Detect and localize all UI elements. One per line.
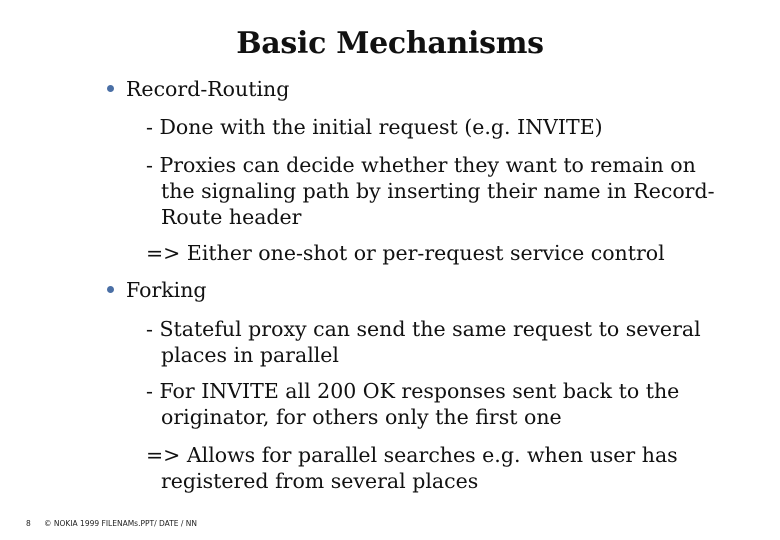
bullet-dot-icon xyxy=(107,85,114,92)
sub-item: - Done with the initial request (e.g. INVITE) xyxy=(146,115,603,139)
bullet-dot-icon xyxy=(107,286,114,293)
footer-copyright: © NOKIA 1999 FILENAMs.PPT/ DATE / NN xyxy=(44,519,198,528)
sub-item: => Either one-shot or per-request service control xyxy=(146,241,665,265)
page-number: 8 xyxy=(26,519,31,528)
slide-title: Basic Mechanisms xyxy=(236,26,544,61)
bullet-forking xyxy=(107,278,207,302)
bullet-label: Forking xyxy=(126,278,207,302)
sub-item: - Proxies can decide whether they want to remain on the signaling path by inserting their name in Record-Route header xyxy=(146,153,715,229)
bullet-record-routing xyxy=(107,77,289,101)
sub-item: - For INVITE all 200 OK responses sent back to the originator, for others only the first one xyxy=(146,379,680,429)
bullet-label: Record-Routing xyxy=(126,77,290,101)
sub-item: => Allows for parallel searches e.g. when user has registered from several places xyxy=(146,443,678,493)
sub-item: - Stateful proxy can send the same request to several places in parallel xyxy=(146,317,701,367)
